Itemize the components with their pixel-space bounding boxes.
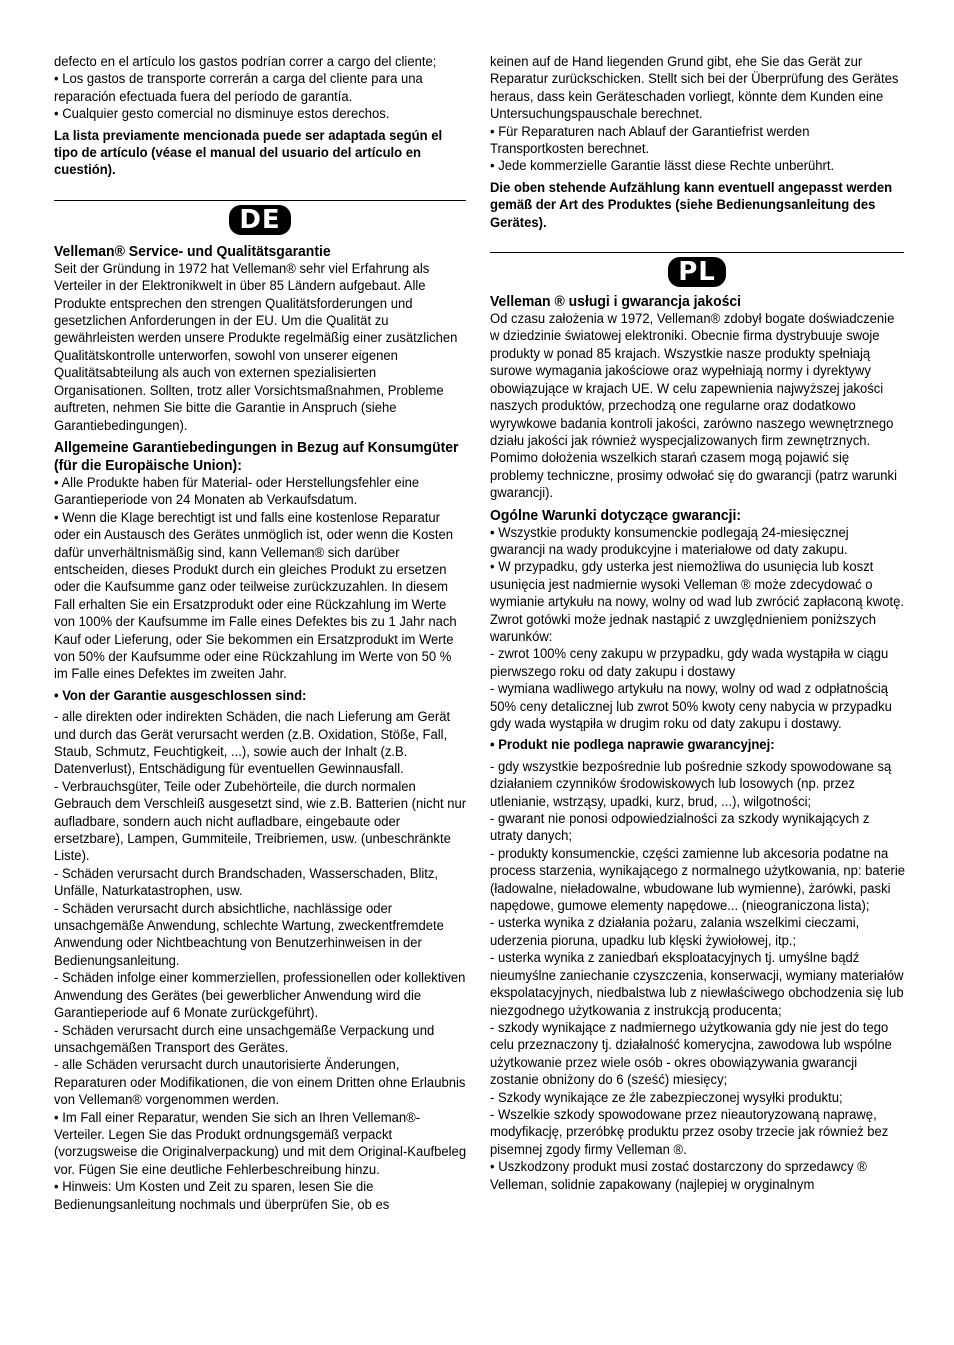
de-hint-continued: keinen auf de Hand liegenden Grund gibt, ehe Sie das Gerät zur Reparatur zurückschicken. Stellt sich bei der Überprüfung des Gerätes heraus, dass kein Geräteschaden vorliegt, könnte dem Kunden eine Untersuchungspauschale berechnet. xyxy=(490,54,899,123)
pl-exclusion-6: - szkody wynikające z nadmiernego użytkowania gdy nie jest do tego celu przeznaczony tj. działalność komerycjna, zawodowa lub wspólne użytkowanie przez wiele osób - okres obowiązywania gwarancji zostanie obniżony do 6 (sześć) miesięcy; xyxy=(490,1019,892,1089)
de-exclusion-3: - Schäden verursacht durch Brandschaden, Wasserschaden, Blitz, Unfälle, Naturkatastrophen, usw. xyxy=(54,865,439,900)
pl-exclusion-7: - Szkody wynikające ze źle zabezpieczonej wysyłki produktu; xyxy=(490,1089,843,1106)
es-text-1: defecto en el artículo los gastos podrían correr a cargo del cliente; xyxy=(54,54,437,70)
de-conditions-heading: Allgemeine Garantiebedingungen in Bezug auf Konsumgüter (für die Europäische Union): xyxy=(54,438,459,474)
de-excluded-heading: • Von der Garantie ausgeschlossen sind: xyxy=(54,687,307,704)
de-condition-2: • Wenn die Klage berechtigt ist und falls eine kostenlose Reparatur oder ein Austausch des Gerätes unmöglich ist, oder wenn die Kosten dafür unverhältnismäßig sind, kann Velleman® sich darüber entscheiden, dieses Produkt durch ein gleiches Produkt zu ersetzen oder die Kaufsumme ganz oder teilweise zurückzuzahlen. In diesem Fall erhalten Sie ein Ersatzprodukt oder eine Rückzahlung im Werte von 100% der Kaufsumme im Falle eines Defektes bis zu 1 Jahr nach Kauf oder Lieferung, oder Sie bekommen ein Ersatzprodukt im Werte von 50% der Kaufsumme oder eine Rückzahlung im Werte von 50 % im Falle eines Defektes im zweiten Jahr. xyxy=(54,509,457,683)
de-transport: • Für Reparaturen nach Ablauf der Garantiefrist werden Transportkosten berechnet. xyxy=(490,123,810,158)
de-exclusion-4: - Schäden verursacht durch absichtliche, nachlässige oder unsachgemäße Anwendung, schlechte Wartung, zweckentfremdete Anwendung oder Nichtbeachtung von Benutzerhinweisen in der Bedienungsanleitung. xyxy=(54,900,444,969)
de-commercial: • Jede kommerzielle Garantie lässt diese Rechte unberührt. xyxy=(490,158,835,175)
es-text-2: • Los gastos de transporte correrán a carga del cliente para una reparación efectuada fuera del período de garantía. xyxy=(54,71,423,105)
de-exclusion-5: - Schäden infolge einer kommerziellen, professionellen oder kollektiven Anwendung des Gerätes (bei gewerblicher Anwendung wird die Garantieperiode auf 6 Monate zurückgeführt). xyxy=(54,970,466,1022)
pl-intro: Od czasu założenia w 1972, Velleman® zdobył bogate doświadczenie w dziedzinie światowej elektroniki. Obecnie firma dystrybuuje swoje produkty w ponad 85 krajach. Wszystkie nasze produkty spełniają surowe wymagania jakościowe oraz wypełniają normy i dyrektywy obowiązujące w krajach UE. W celu zapewnienia najwyższej jakości naszych produktów, przechodzą one regularne oraz dodatkowo wyrywkowe badania kontroli jakości, zarówno naszego wewnętrznego działu jakości jak również wyspecjalizowanych firm zewnętrznych. Pomimo dołożenia wszelkich starań czasem mogą pojawić się problemy techniczne, prosimy odwołać się do gwarancji (patrz warunki gwarancji). xyxy=(490,311,897,502)
es-note: La lista previamente mencionada puede ser adaptada según el tipo de artículo (véase el manual del usuario del artículo en cuestión). xyxy=(54,127,443,179)
language-badge-pl: PL xyxy=(668,257,726,287)
pl-exclusion-3: - produkty konsumenckie, części zamienne lub akcesoria podatne na process starzenia, wynikającego z normalnego użytkowania, np: baterie (ładowalne, nieładowalne, wbudowane lub wymienne), żarówki, paski napędowe, gumowe elementy napędowe... (nieograniczona lista); xyxy=(490,845,906,915)
pl-exclusion-5: - usterka wynika z zaniedbań eksploatacyjnych tj. umyślne bądź nieumyślne zaniechanie czyszczenia, konserwacji, wymiany materiałów ekspolatacyjnych, niedbalstwa lub z niewłaściwego obchodzenia się lub niezgodnego użytkowania z instrukcją producenta; xyxy=(490,950,904,1019)
de-condition-1: • Alle Produkte haben für Material- oder Herstellungsfehler eine Garantieperiode von 24 Monaten ab Verkaufsdatum. xyxy=(54,474,420,509)
de-exclusion-6: - Schäden verursacht durch eine unsachgemäße Verpackung und unsachgemäßen Transport des Gerätes. xyxy=(54,1022,435,1056)
pl-excluded-heading: • Produkt nie podlega naprawie gwarancyjnej: xyxy=(490,737,775,754)
es-text-3: • Cualquier gesto comercial no disminuye estos derechos. xyxy=(54,106,390,123)
de-hint: • Hinweis: Um Kosten und Zeit zu sparen, lesen Sie die Bedienungsanleitung nochmals und überprüfen Sie, ob es xyxy=(54,1179,390,1213)
language-badge-de: DE xyxy=(229,205,290,235)
left-column xyxy=(54,54,466,1214)
pl-exclusion-1: - gdy wszystkie bezpośrednie lub pośrednie szkody spowodowane są działaniem czynników środowiskowych lub losowych (np. przez utlenianie, wstrząsy, upadki, kurz, brud, ...), wilgotności; xyxy=(490,758,892,810)
de-note: Die oben stehende Aufzählung kann eventuell angepasst werden gemäß der Art des Produktes (siehe Bedienungsanleitung des Gerätes). xyxy=(490,179,893,231)
pl-repair: • Uszkodzony produkt musi zostać dostarczony do sprzedawcy ® Velleman, solidnie zapakowany (najlepiej w oryginalnym xyxy=(490,1159,867,1193)
de-title: Velleman® Service- und Qualitätsgarantie xyxy=(54,242,331,260)
de-repair: • Im Fall einer Reparatur, wenden Sie sich an Ihren Velleman®-Verteiler. Legen Sie das Produkt ordnungsgemäß verpackt (vorzugsweise die Originalverpackung) und mit dem Original-Kaufbeleg vor. Fügen Sie eine deutliche Fehlerbeschreibung hinzu. xyxy=(54,1109,467,1178)
de-exclusion-2: - Verbrauchsgüter, Teile oder Zubehörteile, die durch normalen Gebrauch dem Verschleiß ausgesetzt sind, wie z.B. Batterien (nicht nur aufladbare, sondern auch nicht aufladbare, eingebaute oder ersetzbare), Lampen, Gummiteile, Treibriemen, usw. (unbeschränkte Liste). xyxy=(54,778,467,865)
right-column xyxy=(490,54,904,1194)
pl-condition-2: • W przypadku, gdy usterka jest niemożliwa do usunięcia lub koszt usunięcia jest nadmiernie wysoki Velleman ® może zdecydować o wymianie artykułu na nowy, wolny od wad lub zwrócić zapłaconą kwotę. Zwrot gotówki może jednak nastąpić z uwzględnieniem poniższych warunków: xyxy=(490,559,905,645)
de-exclusion-1: - alle direkten oder indirekten Schäden, die nach Lieferung am Gerät und durch das Gerät verursacht werden (z.B. Oxidation, Stöße, Fall, Staub, Schmutz, Feuchtigkeit, ...), sowie auch der Inhalt (z.B. Datenverlust), Entschädigung für eventuellen Gewinnausfall. xyxy=(54,709,451,778)
pl-condition-4: - wymiana wadliwego artykułu na nowy, wolny od wad z odpłatnością 50% ceny detalicznej lub zwrot 50% kwoty ceny nabycia w przypadku gdy wada wystąpiła w drugim roku od daty zakupu i dostawy. xyxy=(490,681,892,732)
pl-condition-1: • Wszystkie produkty konsumenckie podlegają 24-miesięcznej gwarancji na wady produkcyjne i materiałowe od daty zakupu. xyxy=(490,524,849,558)
pl-title: Velleman ® usługi i gwarancja jakości xyxy=(490,293,742,311)
pl-exclusion-8: - Wszelkie szkody spowodowane przez nieautoryzowaną naprawę, modyfikację, przeróbkę produktu przez osoby trzecie jak również bez pisemnej zgody firmy Velleman ®. xyxy=(490,1106,889,1158)
pl-conditions-heading: Ogólne Warunki dotyczące gwarancji: xyxy=(490,506,742,524)
pl-condition-3: - zwrot 100% ceny zakupu w przypadku, gdy wada wystąpiła w ciągu pierwszego roku od daty zakupu i dostawy xyxy=(490,646,889,680)
de-intro: Seit der Gründung in 1972 hat Velleman® sehr viel Erfahrung als Verteiler in der Elektronikwelt in über 85 Ländern aufgebaut. Alle Produkte entsprechen den strengen Qualitätsforderungen und gesetzlichen Anforderungen in der EU. Um die Qualität zu gewährleisten werden unsere Produkte regelmäßig einer zusätzlichen Qualitätskontrolle unterworfen, sowohl von unserer eigenen Qualitätsabteilung als auch von externen spezialisierten Organisationen. Sollten, trotz aller Vorsichtsmaßnahmen, Probleme auftreten, nehmen Sie bitte die Garantie in Anspruch (siehe Garantiebedingungen). xyxy=(54,260,458,434)
de-exclusion-7: - alle Schäden verursacht durch unautorisierte Änderungen, Reparaturen oder Modifikationen, die von einem Dritten ohne Erlaubnis von Velleman® vorgenommen werden. xyxy=(54,1057,466,1109)
pl-exclusion-4: - usterka wynika z działania pożaru, zalania wszelkimi cieczami, uderzenia pioruna, upadku lub klęski żywiołowej, itp.; xyxy=(490,915,860,949)
pl-exclusion-2: - gwarant nie ponosi odpowiedzialności za szkody wynikających z utraty danych; xyxy=(490,811,870,845)
